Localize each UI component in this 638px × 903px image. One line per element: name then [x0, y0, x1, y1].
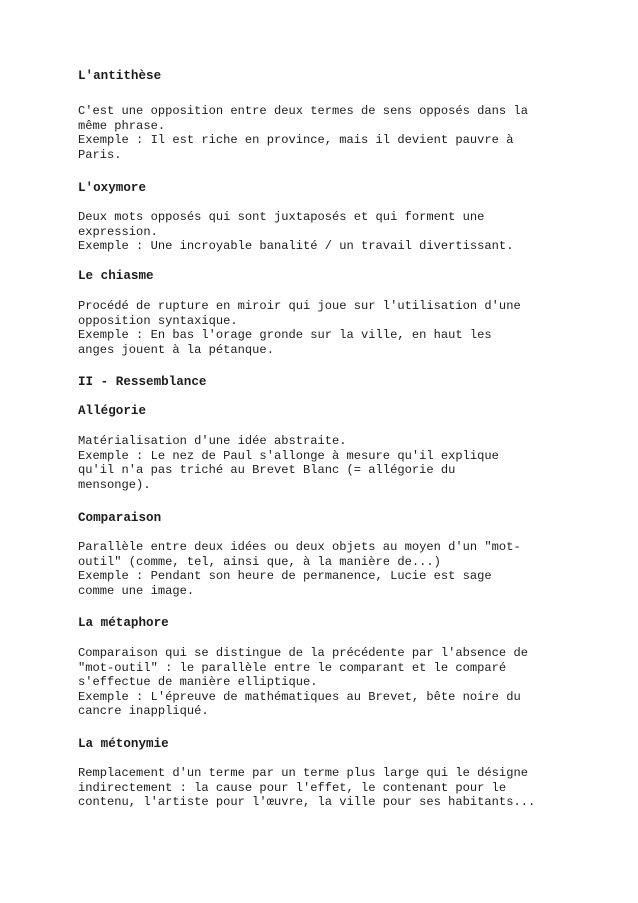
section-comparaison	[78, 511, 578, 526]
section-heading: Allégorie	[78, 404, 147, 418]
body-line: Paris.	[78, 147, 122, 162]
section-heading: L'antithèse	[78, 69, 162, 83]
body-line: indirectement : la cause pour l'effet, le contenant pour le	[78, 780, 507, 795]
body-line: Deux mots opposés qui sont juxtaposés et qui forment une	[78, 210, 485, 224]
section-heading: La métaphore	[78, 616, 169, 630]
body-line: Procédé de rupture en miroir qui joue sur l'utilisation d'une	[78, 299, 521, 313]
section-metaphore-body	[78, 646, 578, 719]
section-chiasme	[78, 269, 578, 284]
body-line: expression.	[78, 224, 158, 239]
section-antithese	[78, 69, 578, 84]
part-heading: II - Ressemblance	[78, 375, 207, 389]
body-line: opposition syntaxique.	[78, 313, 238, 328]
body-line: Exemple : Le nez de Paul s'allonge à mesure qu'il explique	[78, 448, 499, 463]
section-allegorie-body	[78, 434, 578, 492]
section-metonymie	[78, 737, 578, 752]
body-line: contenu, l'artiste pour l'œuvre, la ville pour ses habitants...	[78, 795, 536, 810]
body-line: s'effectue de manière elliptique.	[78, 675, 318, 690]
section-heading: La métonymie	[78, 737, 169, 751]
section-heading: L'oxymore	[78, 181, 147, 195]
section-heading: Comparaison	[78, 511, 162, 525]
body-line: Comparaison qui se distingue de la précédente par l'absence de	[78, 646, 528, 660]
body-line: Exemple : Pendant son heure de permanence, Lucie est sage	[78, 569, 492, 584]
section-allegorie	[78, 404, 578, 419]
section-heading: Le chiasme	[78, 269, 154, 283]
body-line: C'est une opposition entre deux termes de sens opposés dans la	[78, 104, 528, 118]
body-line: cancre inappliqué.	[78, 704, 209, 719]
body-line: comme une image.	[78, 583, 195, 598]
body-line: qu'il n'a pas triché au Brevet Blanc (= allégorie du	[78, 463, 456, 478]
body-line: anges jouent à la pétanque.	[78, 342, 274, 357]
body-line: outil" (comme, tel, ainsi que, à la manière de...)	[78, 554, 441, 569]
section-metonymie-body	[78, 766, 578, 810]
section-chiasme-body	[78, 299, 578, 357]
body-line: Exemple : En bas l'orage gronde sur la ville, en haut les	[78, 328, 492, 343]
body-line: même phrase.	[78, 118, 166, 133]
section-ressemblance	[78, 375, 578, 390]
body-line: Exemple : Une incroyable banalité / un travail divertissant.	[78, 239, 514, 254]
body-line: Exemple : Il est riche en province, mais il devient pauvre à	[78, 133, 514, 148]
section-antithese-body	[78, 104, 578, 162]
body-line: mensonge).	[78, 477, 151, 492]
body-line: Exemple : L'épreuve de mathématiques au Brevet, bête noire du	[78, 689, 521, 704]
body-line: Remplacement d'un terme par un terme plus large qui le désigne	[78, 766, 528, 780]
section-metaphore	[78, 616, 578, 631]
body-line: "mot-outil" : le parallèle entre le comparant et le comparé	[78, 660, 507, 675]
section-comparaison-body	[78, 540, 578, 598]
section-oxymore-body	[78, 210, 578, 254]
section-oxymore	[78, 181, 578, 196]
body-line: Matérialisation d'une idée abstraite.	[78, 434, 347, 448]
body-line: Parallèle entre deux idées ou deux objets au moyen d'un "mot-	[78, 540, 521, 554]
